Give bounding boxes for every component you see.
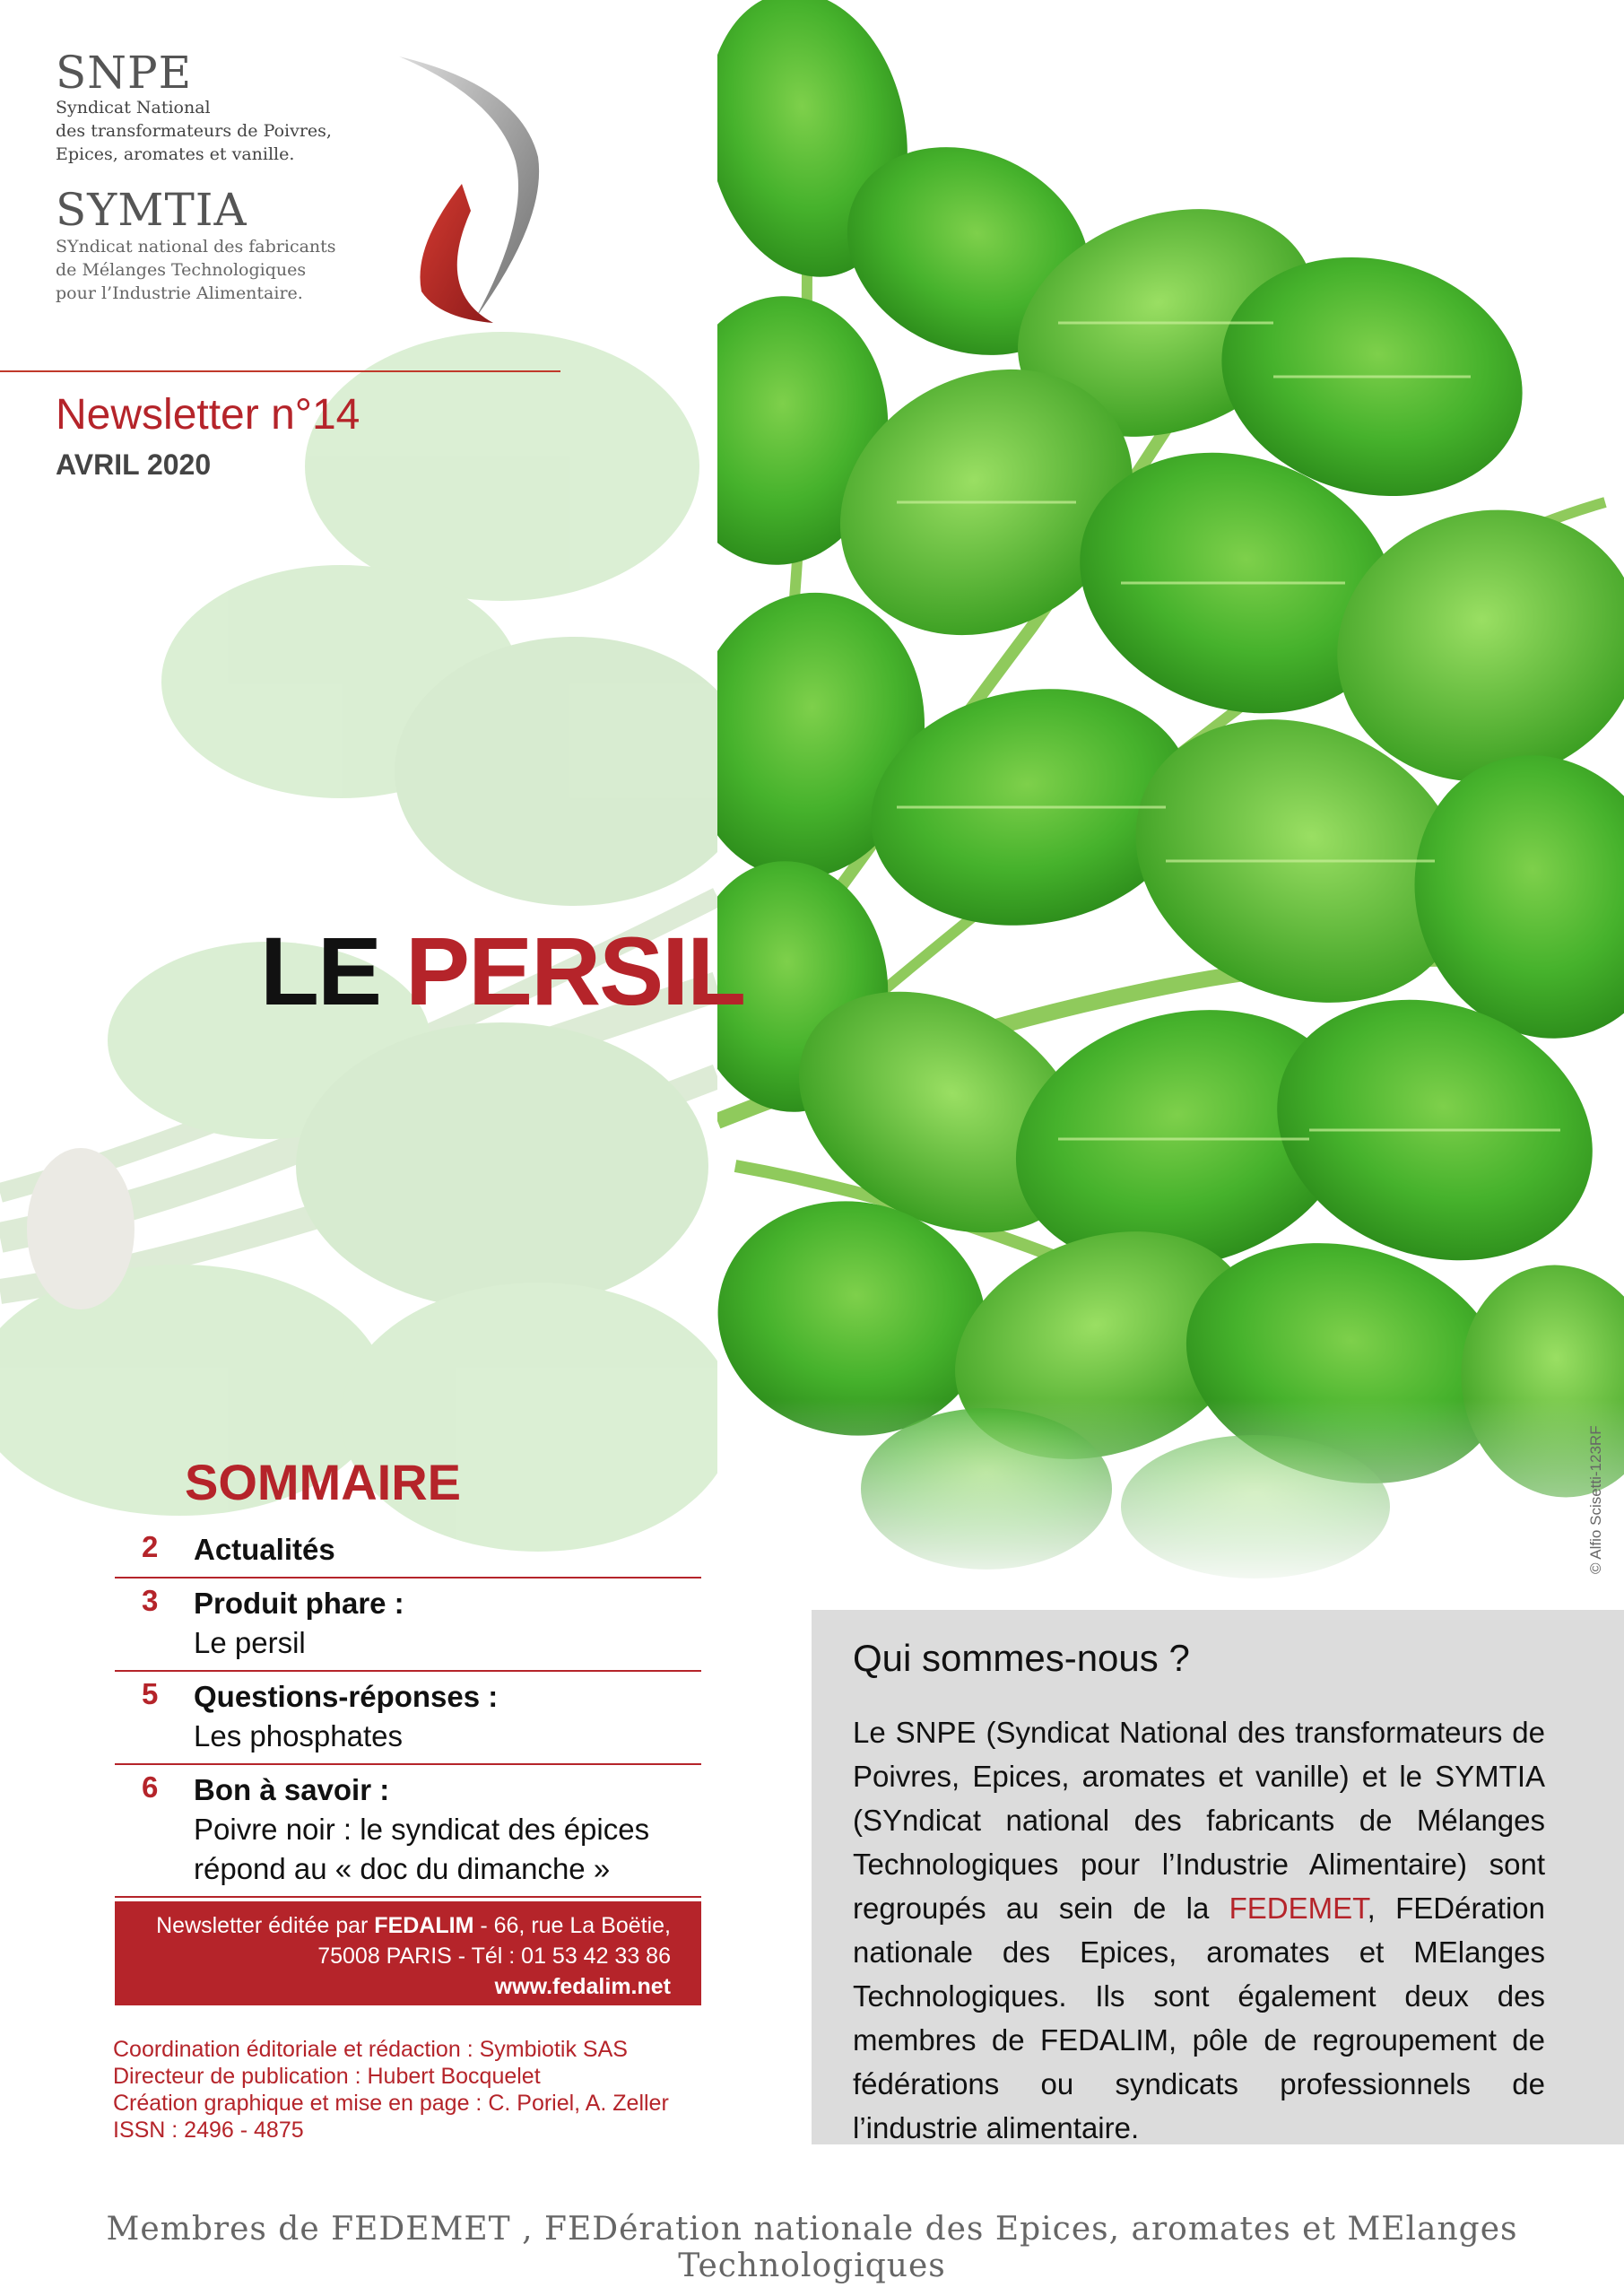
credit-line: Création graphique et mise en page : C. Poriel, A. Zeller	[113, 2091, 669, 2116]
toc-entry	[194, 1677, 701, 1756]
symtia-desc-line: SYndicat national des fabricants	[56, 237, 336, 257]
snpe-desc-line: Epices, aromates et vanille.	[56, 144, 295, 164]
about-text	[853, 1710, 1545, 2150]
title-persil: PERSIL	[405, 917, 745, 1025]
toc-heading: Bon à savoir :	[194, 1773, 390, 1806]
toc-subtitle: Poivre noir : le syndicat des épices répond au « doc du dimanche »	[194, 1813, 650, 1885]
toc-entry	[194, 1584, 701, 1663]
sommaire-heading: SOMMAIRE	[185, 1454, 461, 1510]
credit-line: Directeur de publication : Hubert Bocquelet	[113, 2064, 541, 2089]
about-fedemet-highlight: FEDEMET	[1229, 1892, 1368, 1925]
credit-line: ISSN : 2496 - 4875	[113, 2118, 304, 2143]
publisher-address-2: 75008 PARIS - Tél : 01 53 42 33 86	[317, 1944, 671, 1969]
toc-item[interactable]	[115, 1672, 701, 1765]
publisher-website-link[interactable]: www.fedalim.net	[494, 1974, 671, 1999]
newsletter-number: Newsletter n°14	[56, 391, 360, 439]
toc-heading: Actualités	[194, 1533, 335, 1566]
swoosh-logo-icon	[395, 49, 547, 327]
snpe-desc-line: des transformateurs de Poivres,	[56, 121, 332, 141]
publisher-name: FEDALIM	[374, 1913, 474, 1938]
about-title: Qui sommes-nous ?	[853, 1637, 1190, 1679]
header-divider	[0, 370, 560, 372]
publisher-box	[115, 1901, 701, 2005]
toc-page-number: 3	[142, 1584, 159, 1617]
toc-page-number: 5	[142, 1677, 159, 1710]
title-le: LE	[260, 917, 381, 1025]
symtia-logo-name: SYMTIA	[56, 184, 248, 236]
snpe-description	[56, 96, 332, 166]
toc-page-number: 6	[142, 1770, 159, 1804]
toc-subtitle: Les phosphates	[194, 1719, 404, 1752]
toc-entry	[194, 1770, 701, 1889]
toc-page-number: 2	[142, 1530, 159, 1563]
table-of-contents	[115, 1525, 701, 1898]
page-title	[260, 915, 744, 1027]
footer: Membres de FEDEMET , FEDération nationale des Epices, aromates et MElanges Technologiques	[106, 2211, 1518, 2284]
toc-heading: Questions-réponses :	[194, 1680, 499, 1713]
newsletter-date: AVRIL 2020	[56, 448, 212, 481]
credit-line: Coordination éditoriale et rédaction : Symbiotik SAS	[113, 2037, 628, 2062]
about-text-part: Le SNPE (Syndicat National des transformateurs de Poivres, Epices, aromates et vanille) et le SYMTIA (SYndicat national des fabricants de Mélanges Technologiques pour l’Industrie Alimentaire) sont regroupés au sein de la	[853, 1716, 1545, 1925]
symtia-desc-line: de Mélanges Technologiques	[56, 260, 307, 280]
symtia-description	[56, 235, 336, 305]
publisher-prefix: Newsletter éditée par	[156, 1913, 375, 1938]
about-box	[812, 1610, 1624, 2144]
publisher-line-1	[115, 1910, 671, 1941]
toc-subtitle: Le persil	[194, 1626, 306, 1659]
photo-credit: © Alfio Scisetti-123RF	[1587, 1425, 1604, 1574]
snpe-logo-name: SNPE	[56, 47, 193, 99]
toc-item[interactable]	[115, 1578, 701, 1672]
toc-entry	[194, 1530, 701, 1570]
toc-item[interactable]	[115, 1525, 701, 1578]
toc-item[interactable]	[115, 1765, 701, 1898]
toc-heading: Produit phare :	[194, 1587, 404, 1620]
symtia-desc-line: pour l’Industrie Alimentaire.	[56, 283, 303, 303]
publisher-address-1: - 66, rue La Boëtie,	[473, 1913, 671, 1938]
about-text-part: , FEDération nationale des Epices, aromates et MElanges Technologiques. Ils sont également deux des membres de FEDALIM, pôle de regroupement de fédérations ou syndicats professionnels de l’industrie alimentaire.	[853, 1892, 1545, 2144]
credits	[113, 2036, 669, 2144]
snpe-desc-line: Syndicat National	[56, 98, 211, 117]
